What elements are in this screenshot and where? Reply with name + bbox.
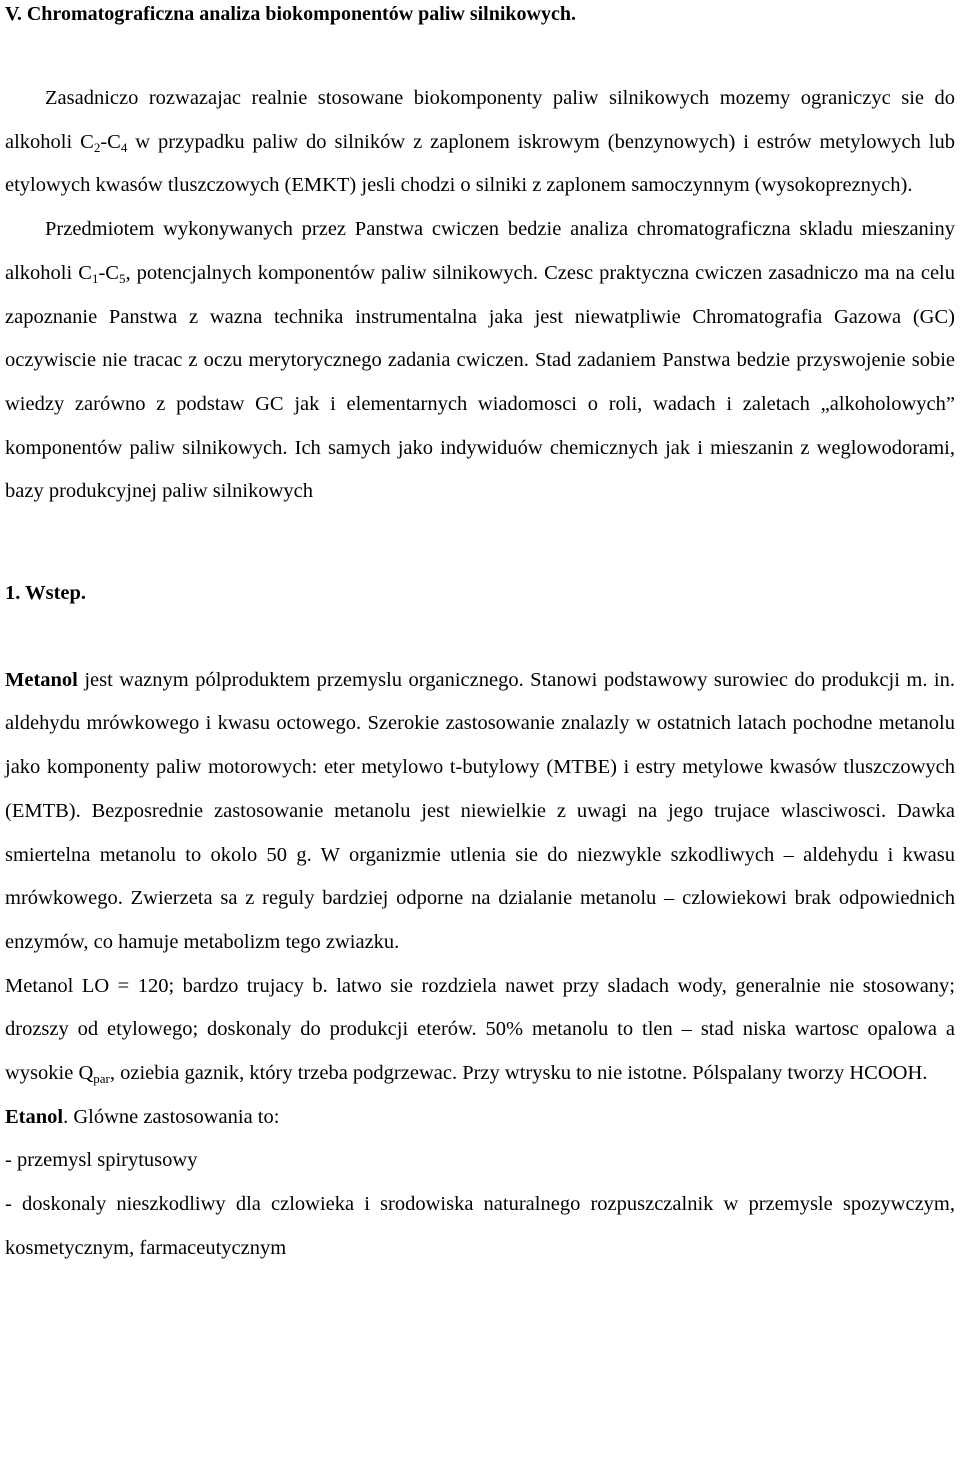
intro-p1-text-b: -C	[100, 130, 121, 153]
etanol-intro-text: . Glówne zastosowania to:	[63, 1105, 280, 1128]
intro-p2-text-a: Przedmiotem wykonywanych przez Panstwa cwiczen bedzie analiza chromatograficzna skladu mieszaniny alkoholi C	[5, 218, 955, 284]
metanol-p2-text-b: , oziebia gaznik, który trzeba podgrzewac. Przy wtrysku to nie istotne. Pólspalany tworzy HCOOH.	[109, 1062, 928, 1085]
list-item: - przemysl spirytusowy	[5, 1149, 198, 1172]
subscript: 1	[91, 270, 99, 286]
metanol-term: Metanol	[5, 668, 78, 691]
metanol-p1-text: jest waznym pólproduktem przemyslu organicznego. Stanowi podstawowy surowiec do produkcji m. in. aldehydu mrówkowego i kwasu octowego. Szerokie zastosowanie znalazly w ostatnich latach pochodne metanolu jako komponenty paliw motorowych: eter metylowo t-butylowy (MTBE) i estry metylowe kwasów tluszczowych (EMTB). Bezposrednie zastosowanie metanolu jest niewielkie z uwagi na jego trujace wlasciwosci. Dawka smiertelna metanolu to okolo 50 g. W organizmie utlenia sie do niezwykle szkodliwych – aldehydu i kwasu mrówkowego. Zwierzeta sa z reguly bardziej odporne na dzialanie metanolu – czlowiekowi brak odpowiednich enzymów, co hamuje metabolizm tego zwiazku.	[5, 668, 955, 953]
page-title: V. Chromatograficzna analiza biokomponentów paliw silnikowych.	[5, 3, 576, 25]
section-heading: 1. Wstep.	[5, 582, 87, 605]
metanol-p2-text-a: Metanol LO = 120; bardzo trujacy b. latwo sie rozdziela nawet przy sladach wody, generalnie nie stosowany; drozszy od etylowego; doskonaly do produkcji eterów. 50% metanolu to tlen – stad niska wartosc opalowa a wysokie Q	[5, 974, 955, 1085]
intro-p1-text-c: w przypadku paliw do silników z zaplonem iskrowym (benzynowych) i estrów metylowych lub etylowych kwasów tluszczowych (EMKT) jesli chodzi o silniki z zaplonem samoczynnym (wysokopreznych).	[5, 130, 956, 197]
intro-paragraph-1	[5, 77, 955, 208]
etanol-term: Etanol	[5, 1105, 64, 1128]
subscript: 2	[93, 139, 101, 155]
subscript: par	[93, 1071, 110, 1087]
document-page	[5, 0, 955, 1271]
intro-paragraph-2	[5, 208, 955, 514]
list-item: - doskonaly nieszkodliwy dla czlowieka i srodowiska naturalnego rozpuszczalnik w przemysle spozywczym, kosmetycznym, farmaceutycznym	[5, 1193, 955, 1259]
etanol-paragraph	[5, 1096, 955, 1140]
subscript: 4	[120, 139, 128, 155]
intro-p1-text-a: Zasadniczo rozwazajac realnie stosowane biokomponenty paliw silnikowych mozemy ograniczyc sie do alkoholi C	[5, 87, 955, 153]
intro-p2-text-b: -C	[98, 261, 119, 284]
intro-p2-text-c: , potencjalnych komponentów paliw silnikowych. Czesc praktyczna cwiczen zasadniczo ma na celu zapoznanie Panstwa z wazna technika instrumentalna jaka jest niewatpliwie Chromatografia Gazowa (GC) oczywiscie nie tracac z oczu merytorycznego zadania cwiczen. Stad zadaniem Panstwa bedzie przyswojenie sobie wiedzy zarówno z podstaw GC jak i elementarnych wiadomosci o roli, wadach i zaletach „alkoholowych” komponentów paliw silnikowych. Ich samych jako indywiduów chemicznych jak i mieszanin z weglowodorami, bazy produkcyjnej paliw silnikowych	[5, 261, 955, 503]
subscript: 5	[118, 270, 126, 286]
metanol-paragraph-2	[5, 965, 955, 1096]
metanol-paragraph-1	[5, 659, 955, 965]
